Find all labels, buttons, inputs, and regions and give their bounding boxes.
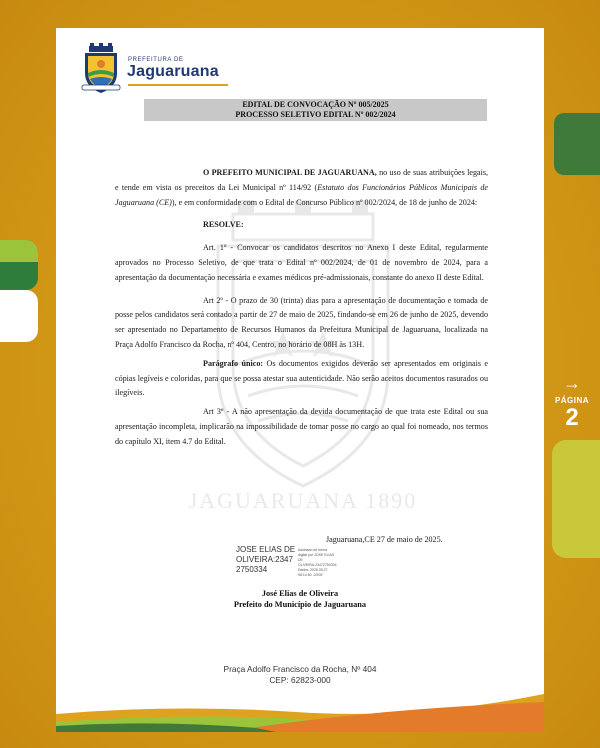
stamp-details: Assinado de forma digital por JOSE ELIAS DE OLIVEIRA:23472750334 Dados: 2025.05.27 08:14:50 -03'00' bbox=[298, 548, 337, 577]
city-crest-icon bbox=[80, 43, 122, 95]
watermark-text: JAGUARUANA 1890 bbox=[188, 488, 418, 513]
page-indicator[interactable] bbox=[548, 374, 596, 431]
prefeitura-logo bbox=[80, 43, 230, 95]
footer-street: Praça Adolfo Francisco da Rocha, Nº 404 bbox=[223, 664, 377, 674]
title-line-1: EDITAL DE CONVOCAÇÃO Nº 005/2025 bbox=[242, 100, 389, 109]
stamp-name: JOSE ELIAS DE OLIVEIRA:2347 2750334 bbox=[236, 545, 296, 574]
paragrafo-unico: Parágrafo único: Os documentos exigidos deverão ser apresentados em originais e cópias legíveis e coloridas, para que se possa atestar sua autenticidade. Não serão aceitos documentos rasurados ou ilegíveis. bbox=[115, 358, 488, 398]
footer-cep: CEP: 62823-000 bbox=[269, 675, 331, 685]
article-2: Art 2º - O prazo de 30 (trinta) dias para a apresentação de documentação e tomada de posse pelos candidatos será contado a partir de 27 de maio de 2025, findando-se em 26 de junho de 2025, devendo ser apresentado no Departamento de Recursos Humanos da Prefeitura Municipal de Jaguaruana, localizada na Praça Adolfo Francisco da Rocha, nº 404, Centro, no horário de 08H às 13H. bbox=[115, 295, 488, 349]
decorative-left-white bbox=[0, 290, 38, 342]
page-number: 2 bbox=[565, 404, 579, 431]
title-line-2: PROCESSO SELETIVO EDITAL Nº 002/2024 bbox=[235, 110, 396, 119]
digital-signature-stamp bbox=[236, 545, 346, 587]
article-3: Art 3º - A não apresentação da devida documentação de que trata este Edital ou sua apresentação incompleta, implicarão na impossibilidade de tomar posse no cargo ao qual foi nomeado, nos termos do capítulo XI, item 4.7 do Edital. bbox=[115, 407, 488, 446]
resolve-heading: RESOLVE: bbox=[203, 220, 244, 230]
document-body bbox=[115, 166, 488, 454]
page-label: PÁGINA bbox=[554, 396, 590, 405]
article-1: Art. 1º - Convocar os candidatos descritos no Anexo I deste Edital, regularmente aprovados no Processo Seletivo, de que trata o Edital nº 002/2024, de 01 de novembro de 2024, para a apresentação da documentação necessária e exames médicos pré-admissionais, constante do anexo II deste Edital. bbox=[115, 243, 488, 282]
decorative-lime-tab bbox=[552, 440, 600, 558]
logo-prefix: PREFEITURA DE bbox=[128, 57, 184, 63]
signer-role: Prefeito do Município de Jaguaruana bbox=[233, 600, 367, 609]
document-title bbox=[144, 99, 487, 121]
decorative-green-tab bbox=[554, 113, 600, 175]
document-page bbox=[56, 28, 544, 732]
arrow-right-icon[interactable]: → bbox=[563, 373, 581, 393]
logo-underline bbox=[128, 84, 228, 86]
intro-paragraph: O PREFEITO MUNICIPAL DE JAGUARUANA, no uso de suas atribuições legais, e tende em vista os preceitos da Lei Municipal nº 114/92 (Estatuto dos Funcionários Públicos Municipais de Jaguaruana (CE)), e em conformidade com o Edital de Concurso Público nº 002/2024, de 18 de junho de 2024: bbox=[115, 168, 489, 207]
signer-block bbox=[56, 588, 544, 610]
signer-name: José Elias de Oliveira bbox=[261, 589, 339, 598]
logo-city-name: Jaguaruana bbox=[127, 63, 219, 80]
decorative-left-lime bbox=[0, 240, 38, 262]
place-date: Jaguaruana,CE 27 de maio de 2025. bbox=[326, 535, 443, 544]
footer-color-bands bbox=[56, 674, 544, 732]
